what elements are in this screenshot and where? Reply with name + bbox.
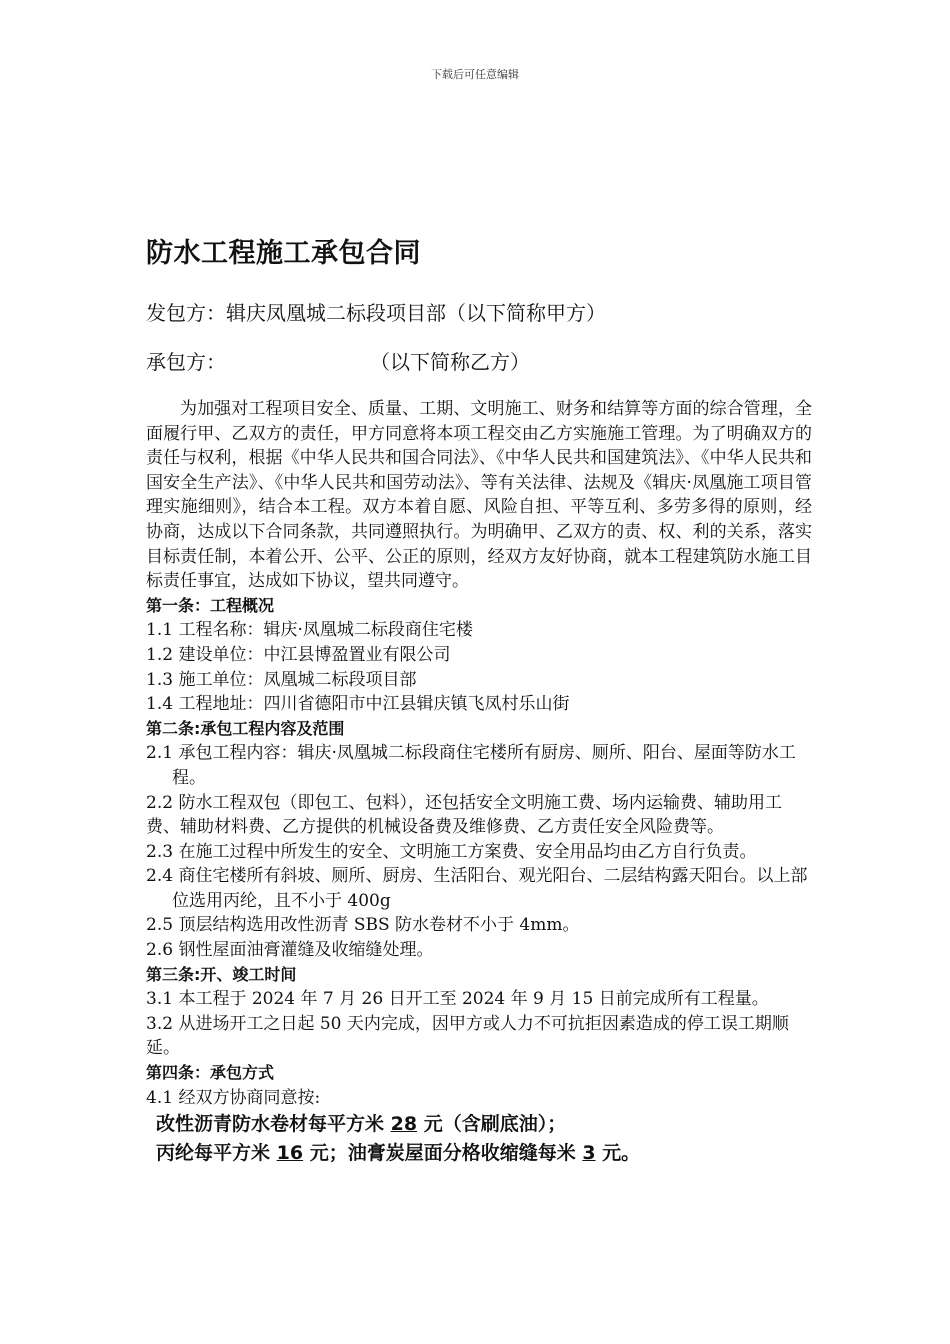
price-line-membrane: [156, 1110, 812, 1139]
intro-paragraph: 为加强对工程项目安全、质量、工期、文明施工、财务和结算等方面的综合管理，全面履行甲、乙双方的责任，甲方同意将本项工程交由乙方实施施工管理。为了明确双方的责任与权利，根据《中华人民共和国合同法》、《中华人民共和国建筑法》、《中华人民共和国安全生产法》、《中华人民共和国劳动法》、等有关法律、法规及《辑庆·凤凰施工项目管理实施细则》，结合本工程。双方本着自愿、风险自担、平等互利、多劳多得的原则，经协商，达成以下合同条款，共同遵照执行。为明确甲、乙双方的责、权、利的关系，落实目标责任制，本着公开、公平、公正的原则，经双方友好协商，就本工程建筑防水施工目标责任事宜，达成如下协议，望共同遵守。: [146, 399, 812, 592]
header-note: 下载后可任意编辑: [431, 68, 519, 81]
price1-post: 元（含刷底油）；: [417, 1113, 567, 1136]
employer-label: 发包方：: [146, 301, 226, 325]
contract-body: [146, 397, 812, 1168]
contractor-label: 承包方：: [146, 350, 226, 374]
employer-line: [146, 297, 606, 326]
clause-1-4: 1.4 工程地址：四川省德阳市中江县辑庆镇飞凤村乐山街: [146, 694, 570, 715]
clause-4-1: 4.1 经双方协商同意按:: [146, 1087, 321, 1108]
clause-1-1: 1.1 工程名称：辑庆·凤凰城二标段商住宅楼: [146, 620, 473, 641]
contractor-line: [146, 346, 530, 375]
section-1-heading: 第一条：工程概况: [146, 595, 275, 615]
price1-amount: 28: [390, 1113, 418, 1136]
contractor-value: （以下简称乙方）: [370, 350, 530, 374]
clause-1-2: 1.2 建设单位：中江县博盈置业有限公司: [146, 644, 451, 665]
section-3-heading: 第三条:开、竣工时间: [146, 964, 297, 984]
clause-2-4: 2.4 商住宅楼所有斜坡、厕所、厨房、生活阳台、观光阳台、二层结构露天阳台。以上部位选用丙纶，且不小于 400g: [146, 866, 808, 911]
clause-1-3: 1.3 施工单位：凤凰城二标段项目部: [146, 669, 417, 690]
clause-2-2: 2.2 防水工程双包（即包工、包料），还包括安全文明施工费、场内运输费、辅助用工费、辅助材料费、乙方提供的机械设备费及维修费、乙方责任安全风险费等。: [146, 792, 782, 838]
clause-2-5: 2.5 顶层结构选用改性沥青 SBS 防水卷材不小于 4mm。: [146, 915, 580, 936]
price1-pre: 改性沥青防水卷材每平方米: [156, 1113, 391, 1136]
clause-3-1: 3.1 本工程于 2024 年 7 月 26 日开工至 2024 年 9 月 15 日前完成所有工程量。: [146, 989, 769, 1010]
clause-2-6: 2.6 钢性屋面油膏灌缝及收缩缝处理。: [146, 940, 434, 961]
section-2-heading: 第二条:承包工程内容及范围: [146, 718, 345, 738]
clause-2-1: 2.1 承包工程内容：辑庆·凤凰城二标段商住宅楼所有厨房、厕所、阳台、屋面等防水工程。: [146, 743, 796, 788]
price2-pre: 丙纶每平方米: [156, 1142, 277, 1165]
clause-3-2: 3.2 从进场开工之日起 50 天内完成，因甲方或人力不可抗拒因素造成的停工误工期顺延。: [146, 1013, 789, 1059]
price2-post: 元。: [595, 1142, 641, 1165]
price2-amount2: 3: [582, 1142, 596, 1165]
price2-mid: 元；油膏炭屋面分格收缩缝每米: [303, 1142, 583, 1165]
section-4-heading: 第四条：承包方式: [146, 1063, 275, 1083]
price2-amount: 16: [276, 1142, 304, 1165]
employer-value: 辑庆凤凰城二标段项目部（以下简称甲方）: [226, 301, 606, 325]
clause-2-3: 2.3 在施工过程中所发生的安全、文明施工方案费、安全用品均由乙方自行负责。: [146, 841, 757, 862]
document-title: 防水工程施工承包合同: [146, 238, 421, 269]
price-line-polypropylene: [156, 1139, 812, 1168]
